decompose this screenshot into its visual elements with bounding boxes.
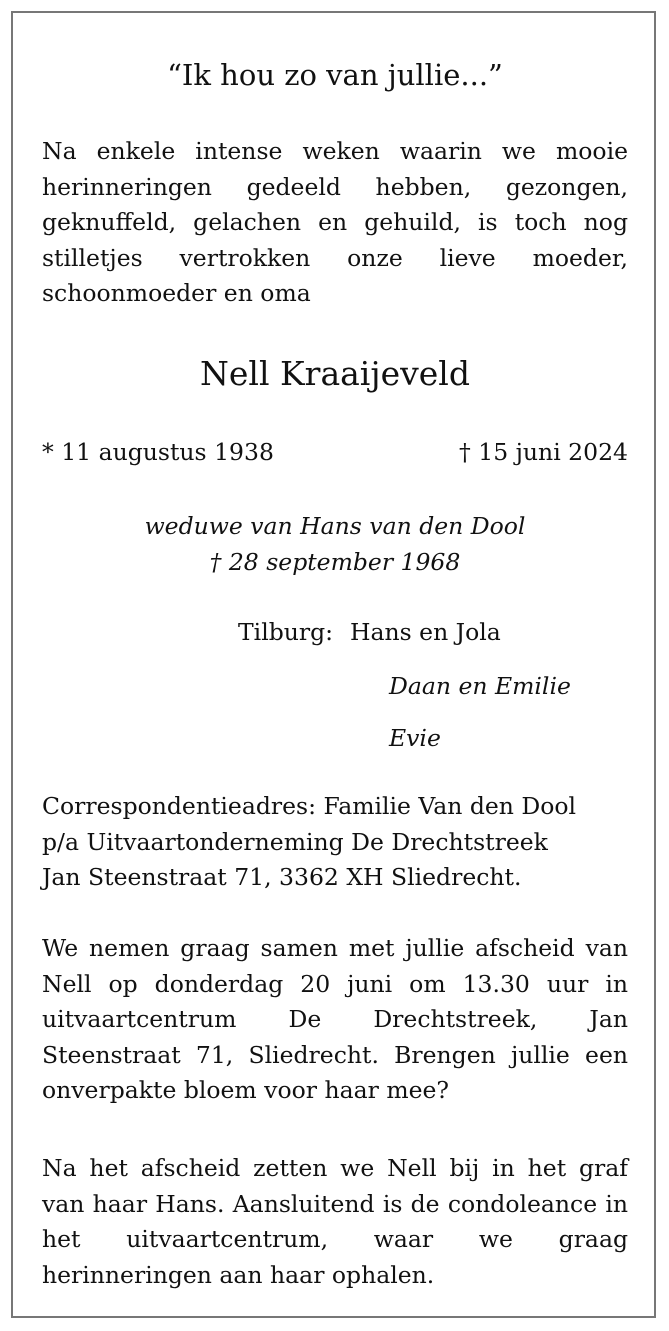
burial-paragraph: Na het afscheid zetten we Nell bij in het graf van haar Hans. Aansluitend is de condoleance in het uitvaartcentrum, waar we graag herinneringen aan haar ophalen. — [42, 1154, 628, 1289]
opening-quote: “Ik hou zo van jullie...” — [167, 58, 503, 92]
birth-date: * 11 augustus 1938 — [42, 438, 274, 466]
family-grandchildren: Daan en Emilie — [389, 672, 571, 700]
correspondence-line-3: Jan Steenstraat 71, 3362 XH Sliedrecht. — [42, 863, 522, 891]
family-listing — [238, 615, 571, 752]
spouse-death-date: † 28 september 1968 — [209, 548, 461, 576]
obituary-card — [11, 11, 656, 1318]
widow-line: weduwe van Hans van den Dool — [144, 512, 526, 540]
intro-paragraph: Na enkele intense weken waarin we mooie herinneringen gedeeld hebben, gezongen, geknuffeld, gelachen en gehuild, is toch nog stilletjes vertrokken onze lieve moeder, schoonmoeder en oma — [42, 137, 628, 307]
correspondence-line-2: p/a Uitvaartonderneming De Drechtstreek — [42, 827, 548, 856]
death-date: † 15 juni 2024 — [459, 438, 628, 466]
deceased-name: Nell Kraaijeveld — [200, 354, 470, 393]
family-place: Tilburg: — [238, 618, 334, 646]
family-children: Hans en Jola — [350, 618, 501, 646]
correspondence-address — [42, 789, 628, 896]
widow-note — [42, 508, 628, 580]
family-great-grandchild: Evie — [389, 724, 441, 752]
correspondence-line-1: Correspondentieadres: Familie Van den Dool — [42, 792, 577, 820]
life-dates — [42, 435, 628, 470]
farewell-paragraph: We nemen graag samen met jullie afscheid van Nell op donderdag 20 juni om 13.30 uur in uitvaartcentrum De Drechtstreek, Jan Steenstraat 71, Sliedrecht. Brengen jullie een onverpakte bloem voor haar mee? — [42, 934, 628, 1104]
obituary-content — [42, 13, 628, 1316]
